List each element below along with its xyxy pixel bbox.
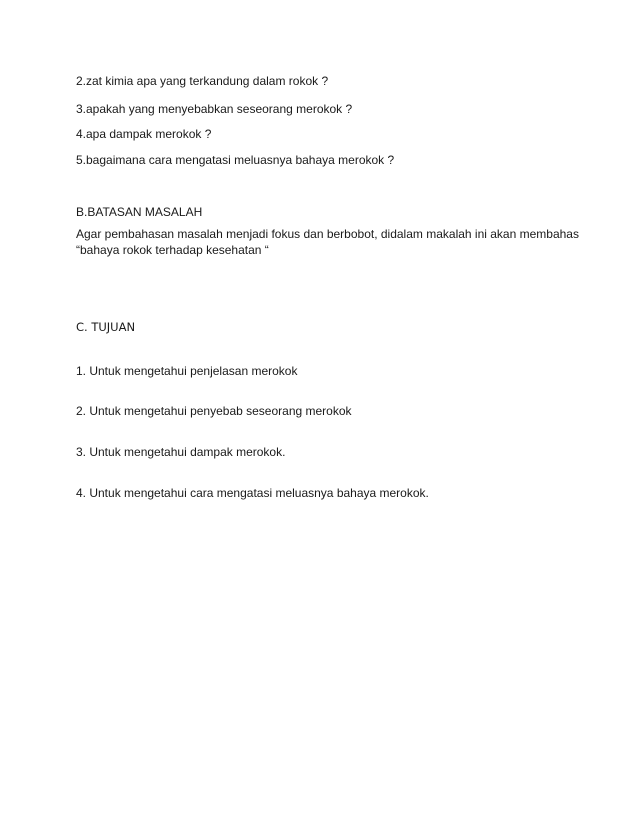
question-item: 3.apakah yang menyebabkan seseorang merokok ? <box>76 102 353 116</box>
batasan-heading: B.BATASAN MASALAH <box>76 205 203 219</box>
batasan-line: Agar pembahasan masalah menjadi fokus dan berbobot, didalam makalah ini akan membahas <box>76 227 579 241</box>
tujuan-item: 3. Untuk mengetahui dampak merokok. <box>76 445 286 459</box>
question-item: 4.apa dampak merokok ? <box>76 127 212 141</box>
batasan-line: “bahaya rokok terhadap kesehatan “ <box>76 243 269 257</box>
question-item: 5.bagaimana cara mengatasi meluasnya bahaya merokok ? <box>76 153 395 167</box>
tujuan-item: 4. Untuk mengetahui cara mengatasi meluasnya bahaya merokok. <box>76 486 429 500</box>
tujuan-item: 2. Untuk mengetahui penyebab seseorang merokok <box>76 404 352 418</box>
question-item: 2.zat kimia apa yang terkandung dalam rokok ? <box>76 74 329 88</box>
tujuan-item: 1. Untuk mengetahui penjelasan merokok <box>76 364 298 378</box>
batasan-paragraph <box>76 226 579 258</box>
tujuan-heading: C. TUJUAN <box>76 320 136 334</box>
